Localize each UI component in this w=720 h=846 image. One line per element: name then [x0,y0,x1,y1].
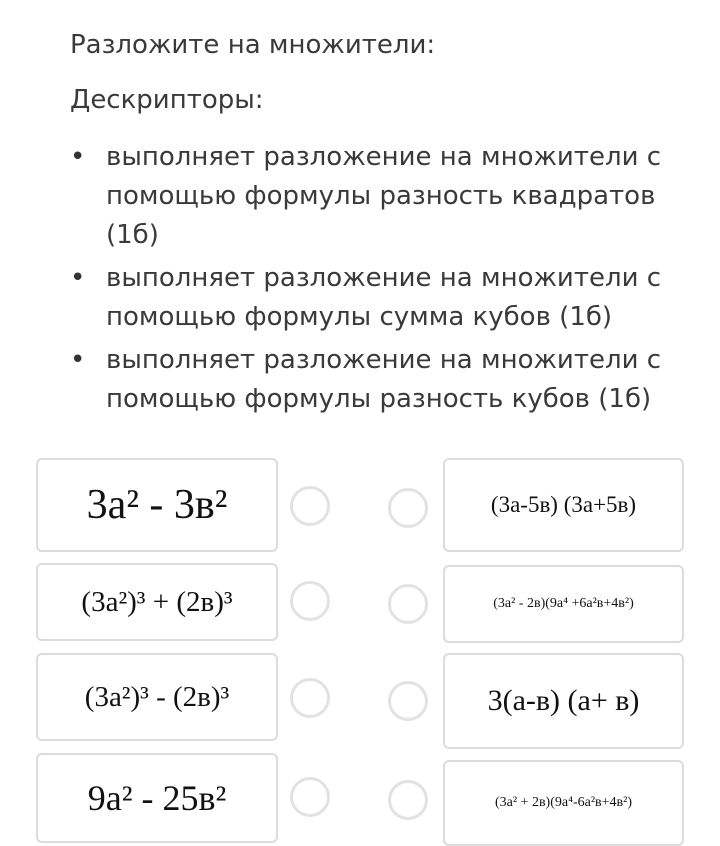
left-radio-button[interactable] [290,678,330,718]
right-radio-button[interactable] [388,780,428,820]
descriptor-item [70,259,670,337]
bullet-icon: • [70,345,86,375]
descriptor-item [70,138,670,255]
left-radio-button[interactable] [290,777,330,817]
right-radio-button[interactable] [388,584,428,624]
left-option-card[interactable] [36,458,278,552]
descriptor-text: выполняет разложение на множители с помощью формулы разность кубов (1б) [106,345,662,414]
right-option-expression: (3a² + 2в)(9a⁴-6a²в+4в²) [494,795,633,810]
right-option-card[interactable] [443,565,684,643]
right-option-expression: (3а-5в) (3а+5в) [490,492,637,517]
question-title: Разложите на множители: [70,30,436,60]
left-option-expression: 3a² - 3в² [86,482,228,528]
right-option-card[interactable] [443,760,684,846]
right-radio-button[interactable] [388,488,428,528]
bullet-icon: • [70,142,86,172]
right-option-card[interactable] [443,653,684,749]
left-radio-button[interactable] [290,581,330,621]
right-option-expression: 3(а-в) (а+ в) [487,684,640,717]
left-option-card[interactable] [36,653,278,741]
left-option-expression: 9a² - 25в² [87,778,227,818]
bullet-icon: • [70,263,86,293]
descriptor-item [70,341,670,419]
left-option-card[interactable] [36,563,278,641]
right-radio-button[interactable] [388,681,428,721]
left-radio-button[interactable] [290,486,330,526]
left-option-card[interactable] [36,753,278,843]
right-option-card[interactable] [443,458,684,552]
left-option-expression: (3a²)³ - (2в)³ [84,680,230,713]
left-option-expression: (3a²)³ + (2в)³ [81,585,233,618]
descriptors-list [70,138,670,423]
descriptor-text: выполняет разложение на множители с помощью формулы сумма кубов (1б) [106,263,662,332]
right-option-expression: (3a² - 2в)(9a⁴ +6a²в+4в²) [493,596,634,611]
descriptors-heading: Дескрипторы: [70,85,264,115]
descriptor-text: выполняет разложение на множители с помощью формулы разность квадратов (1б) [106,142,662,250]
